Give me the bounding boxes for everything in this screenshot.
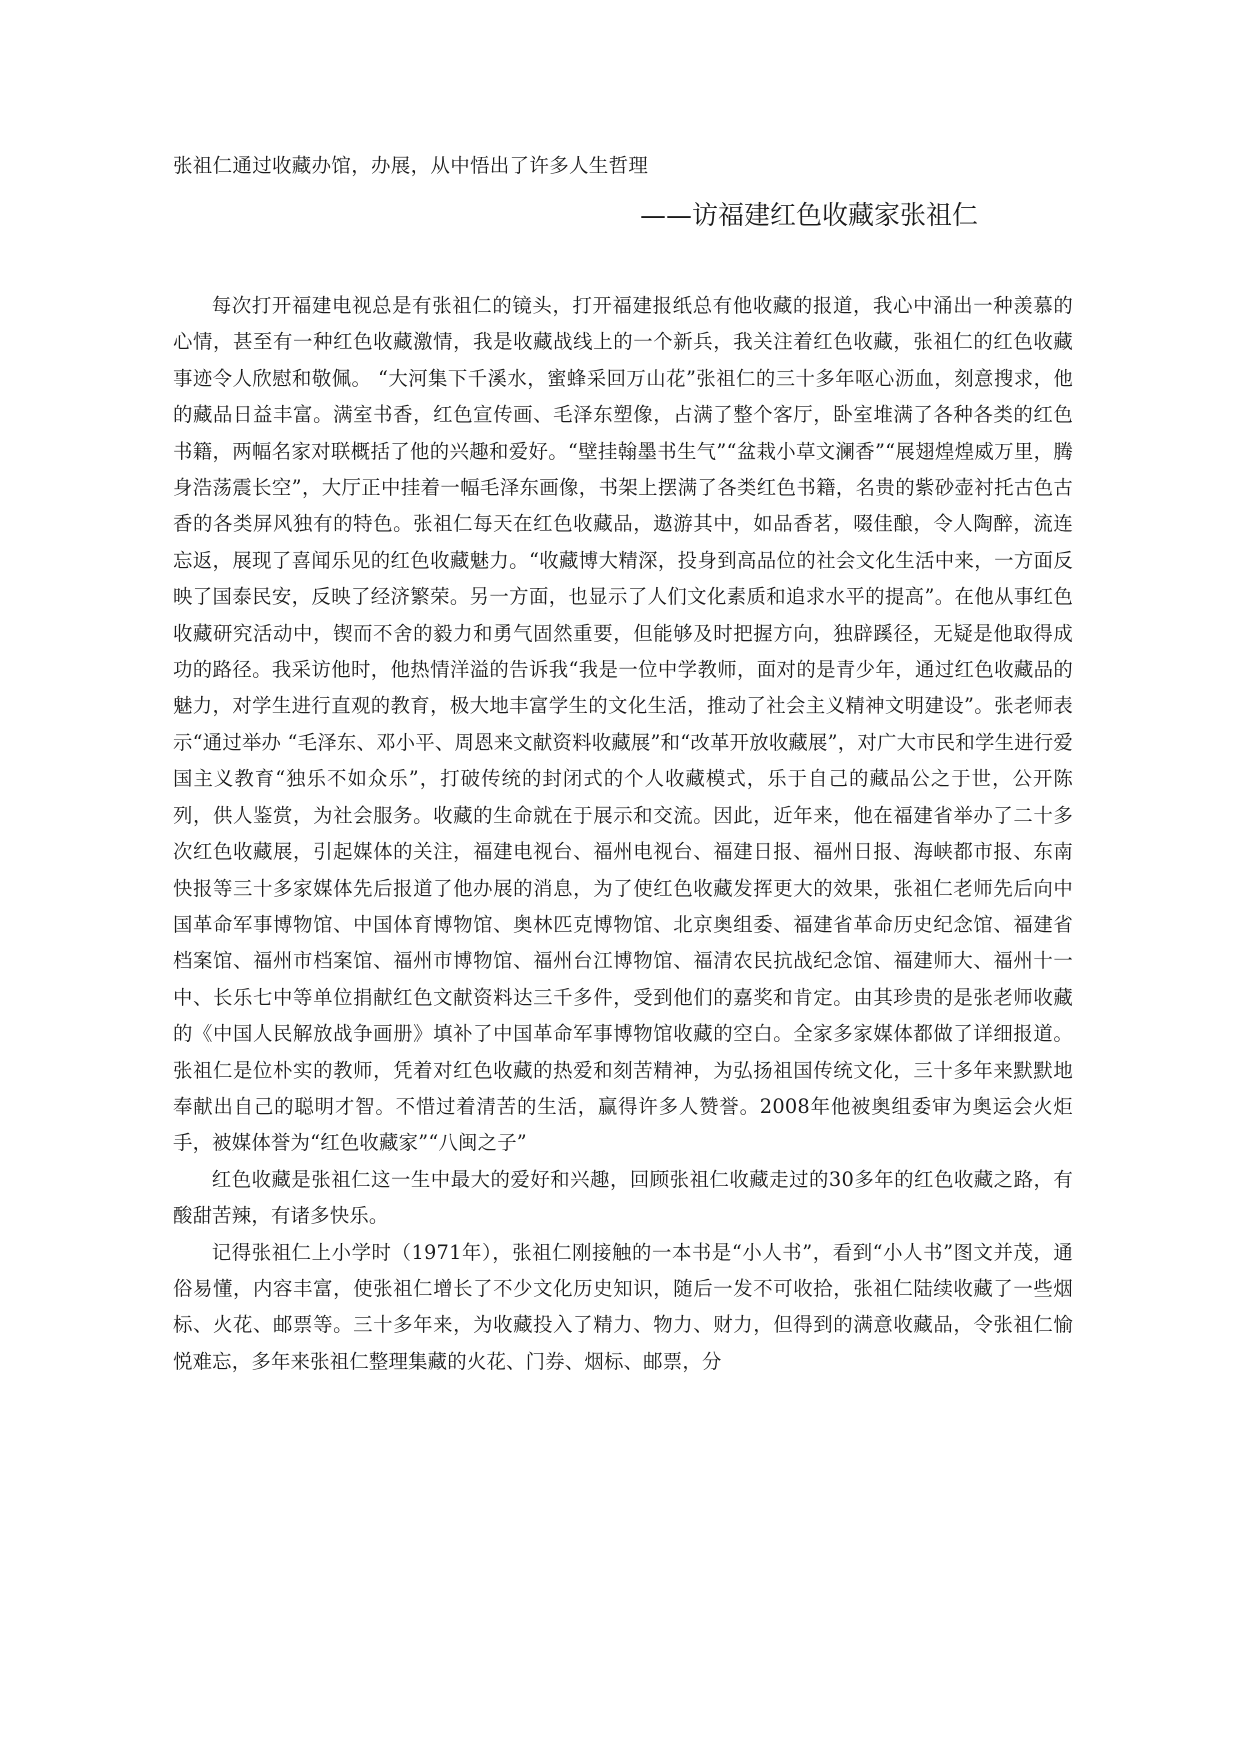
article-body: [173, 288, 1073, 1380]
paragraph: 记得张祖仁上小学时（1971年），张祖仁刚接触的一本书是“小人书”，看到“小人书”图文并茂，通俗易懂，内容丰富，使张祖仁增长了不少文化历史知识，随后一发不可收拾，张祖仁陆续收藏了一些烟标、火花、邮票等。三十多年来，为收藏投入了精力、物力、财力，但得到的满意收藏品，令张祖仁愉悦难忘，多年来张祖仁整理集藏的火花、门券、烟标、邮票，分: [173, 1240, 1073, 1373]
article-subtitle: 张祖仁通过收藏办馆，办展，从中悟出了许多人生哲理: [173, 154, 649, 177]
paragraph: 红色收藏是张祖仁这一生中最大的爱好和兴趣，回顾张祖仁收藏走过的30多年的红色收藏之路，有酸甜苦辣，有诸多快乐。: [173, 1167, 1073, 1228]
article-title: ——访福建红色收藏家张祖仁: [640, 201, 979, 231]
paragraph: 每次打开福建电视总是有张祖仁的镜头，打开福建报纸总有他收藏的报道，我心中涌出一种羡慕的心情，甚至有一种红色收藏激情，我是收藏战线上的一个新兵，我关注着红色收藏，张祖仁的红色收藏事迹令人欣慰和敬佩。 “大河集下千溪水，蜜蜂采回万山花”张祖仁的三十多年呕心沥血，刻意搜求，他的藏品日益丰富。满室书香，红色宣传画、毛泽东塑像，占满了整个客厅，卧室堆满了各种各类的红色书籍，两幅名家对联概括了他的兴趣和爱好。“壁挂翰墨书生气”“盆栽小草文澜香”“展翅煌煌威万里，腾身浩荡震长空”，大厅正中挂着一幅毛泽东画像，书架上摆满了各类红色书籍，名贵的紫砂壶衬托古色古香的各类屏风独有的特色。张祖仁每天在红色收藏品，遨游其中，如品香茗，啜佳酿，令人陶醉，流连忘返，展现了喜闻乐见的红色收藏魅力。“收藏博大精深，投身到高品位的社会文化生活中来，一方面反映了国泰民安，反映了经济繁荣。另一方面，也显示了人们文化素质和追求水平的提高”。在他从事红色收藏研究活动中，锲而不舍的毅力和勇气固然重要，但能够及时把握方向，独辟蹊径，无疑是他取得成功的路径。我采访他时，他热情洋溢的告诉我“我是一位中学教师，面对的是青少年，通过红色收藏品的魅力，对学生进行直观的教育，极大地丰富学生的文化生活，推动了社会主义精神文明建设”。张老师表示“通过举办 “毛泽东、邓小平、周恩来文献资料收藏展”和“改革开放收藏展”，对广大市民和学生进行爱国主义教育“独乐不如众乐”，打破传统的封闭式的个人收藏模式，乐于自己的藏品公之于世，公开陈列，供人鉴赏，为社会服务。收藏的生命就在于展示和交流。因此，近年来，他在福建省举办了二十多次红色收藏展，引起媒体的关注，福建电视台、福州电视台、福建日报、福州日报、海峡都市报、东南快报等三十多家媒体先后报道了他办展的消息，为了使红色收藏发挥更大的效果，张祖仁老师先后向中国革命军事博物馆、中国体育博物馆、奥林匹克博物馆、北京奥组委、福建省革命历史纪念馆、福建省档案馆、福州市档案馆、福州市博物馆、福州台江博物馆、福清农民抗战纪念馆、福建师大、福州十一中、长乐七中等单位捐献红色文献资料达三千多件，受到他们的嘉奖和肯定。由其珍贵的是张老师收藏的《中国人民解放战争画册》填补了中国革命军事博物馆收藏的空白。全家多家媒体都做了详细报道。张祖仁是位朴实的教师，凭着对红色收藏的热爱和刻苦精神，为弘扬祖国传统文化，三十多年来默默地奉献出自己的聪明才智。不惜过着清苦的生活，赢得许多人赞誉。2008年他被奥组委审为奥运会火炬手，被媒体誉为“红色收藏家”“八闽之子”: [173, 294, 1073, 1155]
